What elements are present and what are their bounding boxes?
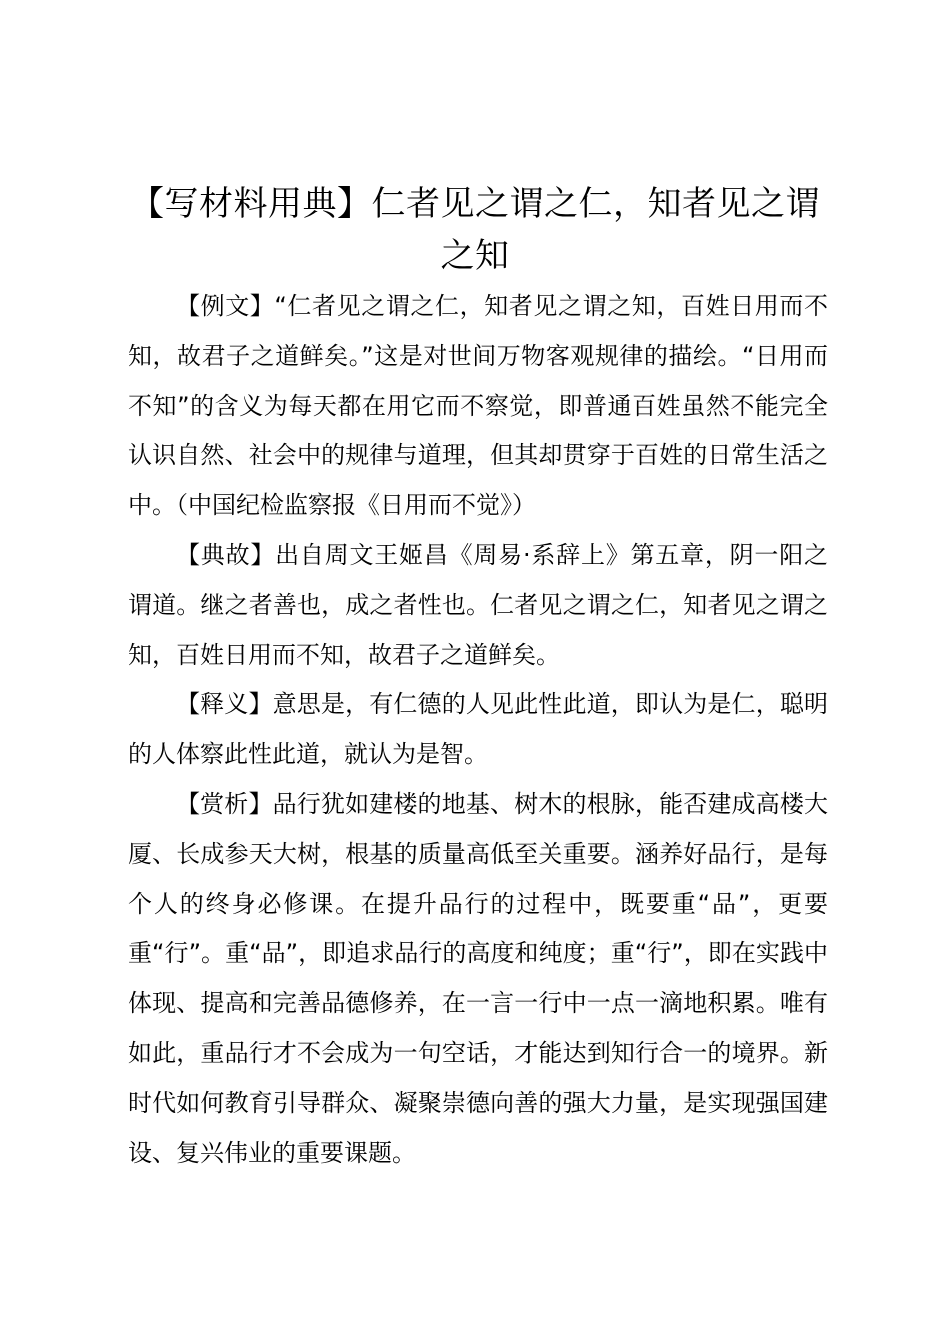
title-line-2: 之知 (440, 236, 510, 276)
paragraph-example: 【例文】“仁者见之谓之仁，知者见之谓之知，百姓日用而不知，故君子之道鲜矣。”这是对世间万物客观规律的描绘。“日用而不知”的含义为每天都在用它而不察觉，即普通百姓虽然不能完全认识自然、社会中的规律与道理，但其却贯穿于百姓的日常生活之中。（中国纪检监察报《日用而不觉》） (128, 292, 828, 520)
paragraph-appreciation: 【赏析】品行犹如建楼的地基、树木的根脉，能否建成高楼大厦、长成参天大树，根基的质量高低至关重要。涵养好品行，是每个人的终身必修课。在提升品行的过程中，既要重“品”，更要重“行”。重“品”，即追求品行的高度和纯度；重“行”，即在实践中体现、提高和完善品德修养，在一言一行中一点一滴地积累。唯有如此，重品行才不会成为一句空话，才能达到知行合一的境界。新时代如何教育引导群众、凝聚崇德向善的强大力量，是实现强国建设、复兴伟业的重要课题。 (128, 789, 828, 1167)
paragraph-allusion: 【典故】出自周文王姬昌《周易·系辞上》第五章，阴一阳之谓道。继之者善也，成之者性也。仁者见之谓之仁，知者见之谓之知，百姓日用而不知，故君子之道鲜矣。 (128, 540, 828, 669)
document-title (110, 178, 840, 282)
document-body (128, 282, 828, 1178)
title-line-1: 【写材料用典】仁者见之谓之仁，知者见之谓 (130, 184, 820, 224)
paragraph-interpretation: 【释义】意思是，有仁德的人见此性此道，即认为是仁，聪明的人体察此性此道，就认为是智。 (128, 690, 828, 769)
